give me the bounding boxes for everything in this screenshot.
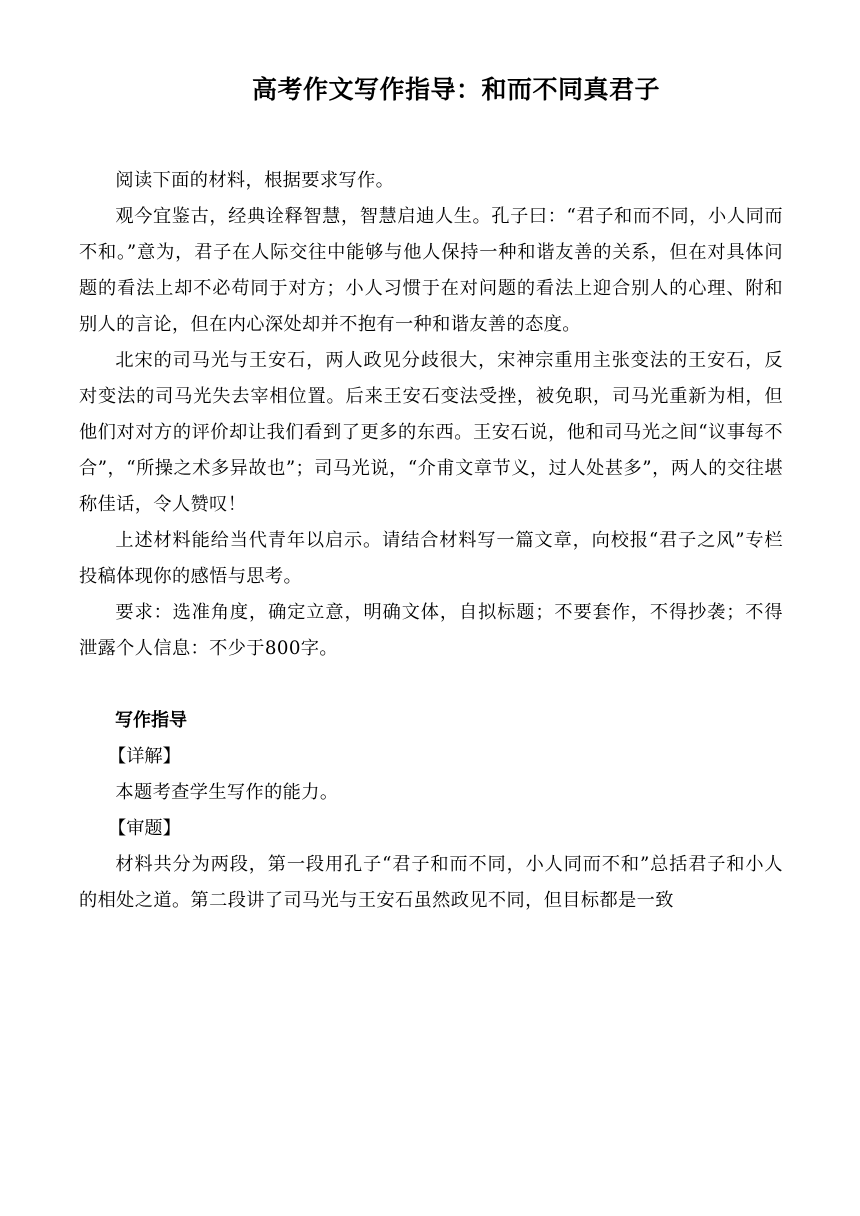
review-tag: 【审题】 (108, 818, 181, 839)
requirements-paragraph: 要求：选准角度，确定立意，明确文体，自拟标题；不要套作，不得抄袭；不得泄露个人信息：不少于800字。 (79, 602, 783, 659)
instruction-paragraph: 阅读下面的材料，根据要求写作。 (115, 170, 395, 191)
detail-text: 本题考查学生写作的能力。 (115, 782, 339, 803)
task-paragraph: 上述材料能给当代青年以启示。请结合材料写一篇文章，向校报“君子之风”专栏投稿体现你的感悟与思考。 (79, 530, 783, 587)
document-title: 高考作文写作指导：和而不同真君子 (251, 75, 660, 104)
detail-tag: 【详解】 (108, 746, 181, 767)
material-paragraph-sima-wang: 北宋的司马光与王安石，两人政见分歧很大，宋神宗重用主张变法的王安石，反对变法的司马光失去宰相位置。后来王安石变法受挫，被免职，司马光重新为相，但他们对对方的评价却让我们看到了更多的东西。王安石说，他和司马光之间“议事每不合”，“所操之术多异故也”；司马光说，“介甫文章节义，过人处甚多”，两人的交往堪称佳话，令人赞叹！ (79, 350, 783, 515)
material-paragraph-confucius: 观今宜鉴古，经典诠释智慧，智慧启迪人生。孔子曰：“君子和而不同，小人同而不和。”意为，君子在人际交往中能够与他人保持一种和谐友善的关系，但在对具体问题的看法上却不必苟同于对方；小人习惯于在对问题的看法上迎合别人的心理、附和别人的言论，但在内心深处却并不抱有一种和谐友善的态度。 (79, 206, 783, 335)
document-body (79, 163, 783, 919)
section-spacer (79, 667, 783, 703)
review-text: 材料共分为两段，第一段用孔子“君子和而不同，小人同而不和”总括君子和小人的相处之道。第二段讲了司马光与王安石虽然政见不同，但目标都是一致 (79, 854, 783, 911)
guide-heading: 写作指导 (115, 710, 187, 731)
